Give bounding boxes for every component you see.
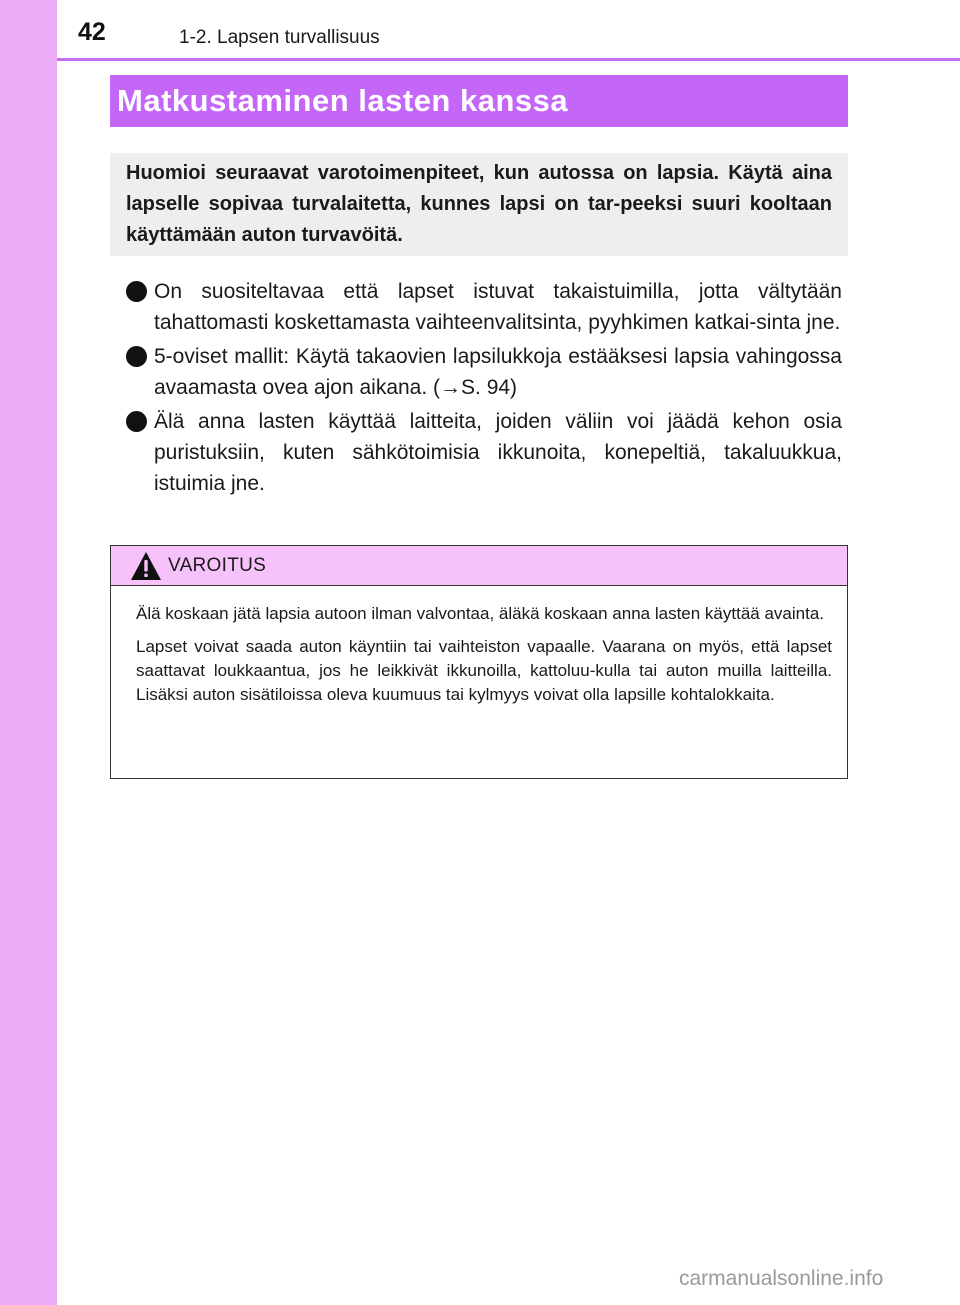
list-item [126, 341, 842, 403]
intro-box [110, 153, 848, 256]
warning-box [110, 545, 848, 779]
page-number: 42 [78, 18, 106, 46]
bullet-dot-icon [126, 281, 147, 302]
warning-header [111, 546, 847, 586]
list-item-text: Älä anna lasten käyttää laitteita, joiden väliin voi jäädä kehon osia puristuksiin, kuten sähkötoimisia ikkunoita, konepeltiä, takaluukkua, istuimia jne. [154, 410, 842, 495]
warning-paragraph: Lapset voivat saada auton käyntiin tai vaihteiston vapaalle. Vaarana on myös, että lapset saattavat loukkaantua, jos he leikkivät ikkunoilla, kattoluu-kulla tai auton muilla laitteilla. Lisäksi auton sisätiloissa oleva kuumuus tai kylmyys voivat olla lapsille kohtalokkaita. [136, 637, 832, 704]
site-watermark: carmanualsonline.info [679, 1267, 884, 1290]
intro-text: Huomioi seuraavat varotoimenpiteet, kun autossa on lapsia. Käytä aina lapselle sopivaa turvalaitetta, kunnes lapsi on tar-peeksi suuri kooltaan käyttämään auton turvavöitä. [126, 162, 832, 246]
warning-paragraph: Älä koskaan jätä lapsia autoon ilman valvontaa, äläkä koskaan anna lasten käyttää avainta. [136, 604, 825, 623]
chapter-section-title: 1-2. Lapsen turvallisuus [179, 27, 380, 48]
list-item-text: On suositeltavaa että lapset istuvat takaistuimilla, jotta vältytään tahattomasti koskettamasta vaihteenvalitsinta, pyyhkimen katkai-sinta jne. [154, 280, 842, 334]
bullet-dot-icon [126, 411, 147, 432]
bullet-list [126, 276, 842, 502]
list-item [126, 276, 842, 338]
list-item [126, 406, 842, 499]
section-title-banner [110, 75, 848, 127]
warning-body [111, 586, 847, 707]
warning-label: VAROITUS [168, 554, 267, 576]
side-color-strip [0, 0, 57, 1305]
list-item-text: 5-oviset mallit: Käytä takaovien lapsilukkoja estääksesi lapsia vahingossa avaamasta ovea ajon aikana. (→S. 94) [154, 345, 842, 399]
section-title: Matkustaminen lasten kanssa [117, 83, 569, 118]
bullet-dot-icon [126, 346, 147, 367]
header-divider [57, 58, 960, 61]
warning-triangle-icon [130, 551, 162, 581]
